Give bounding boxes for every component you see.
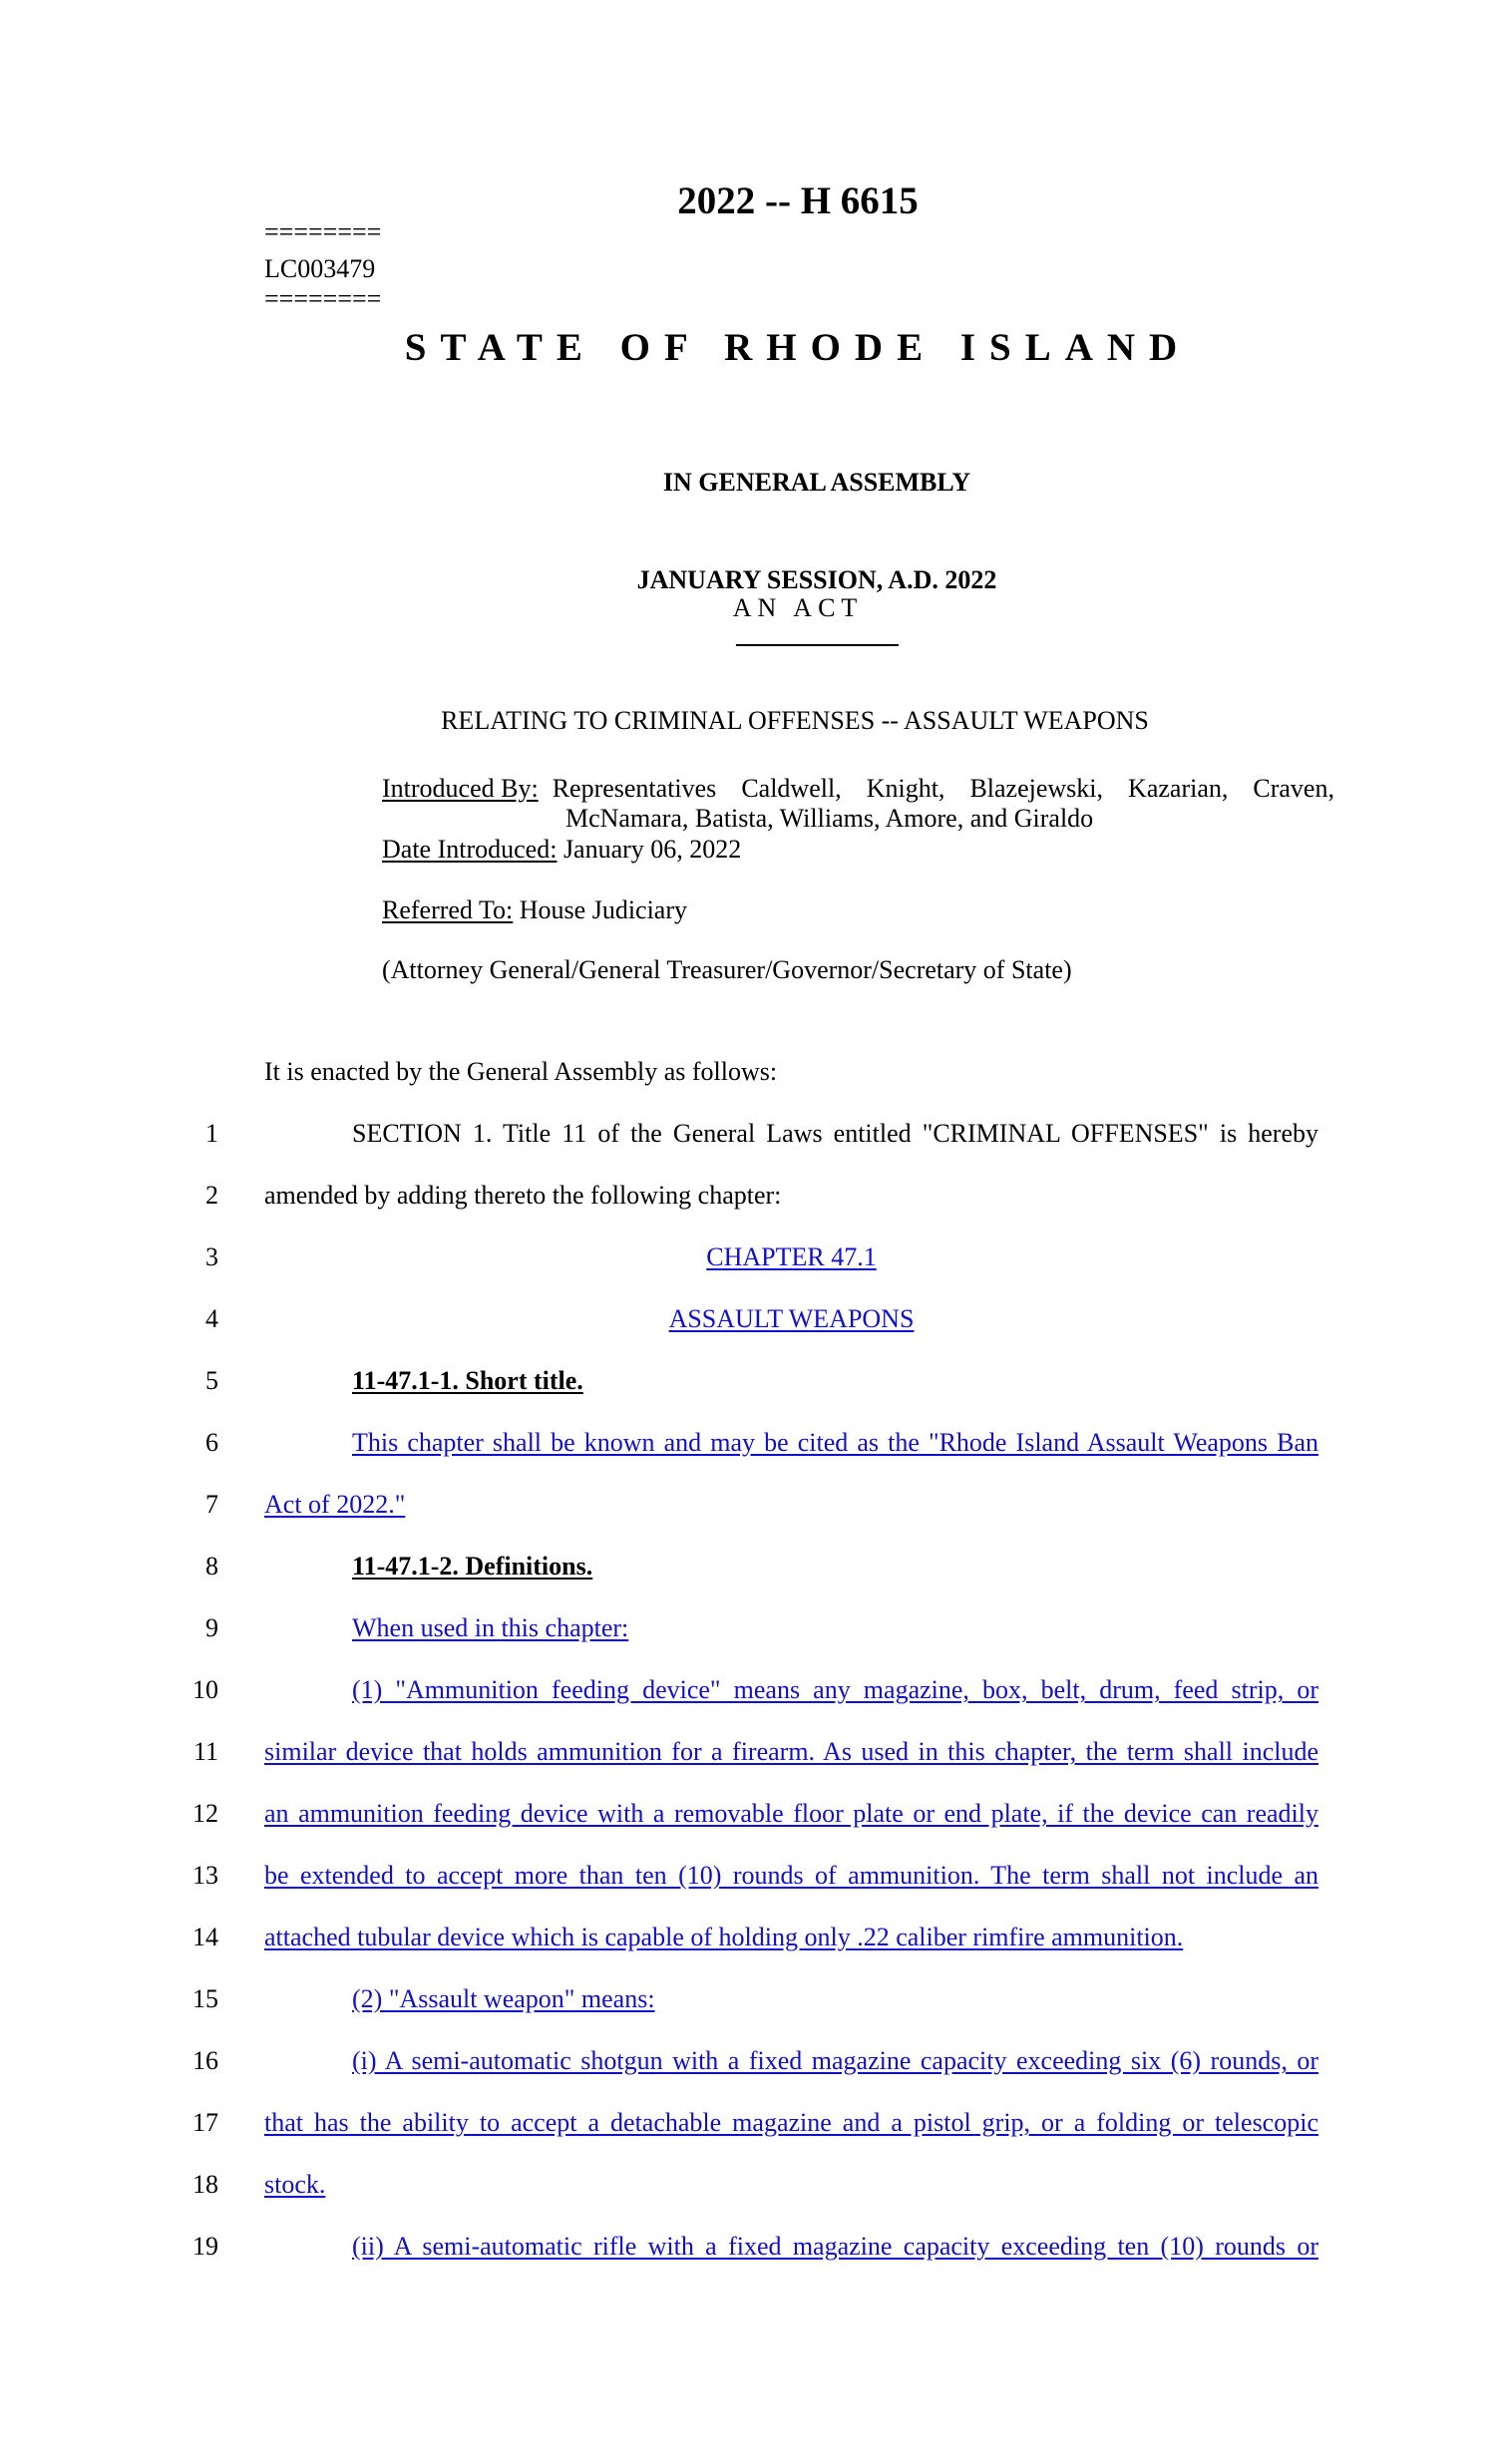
bill-line (0, 2046, 1496, 2108)
line-number: 5 (205, 1366, 218, 1395)
line-number: 18 (192, 2170, 218, 2199)
line-number: 16 (192, 2046, 218, 2075)
bill-line (0, 1552, 1496, 1613)
line-number: 12 (192, 1799, 218, 1828)
line-text (264, 1923, 1318, 1952)
act-relating-title: RELATING TO CRIMINAL OFFENSES -- ASSAULT WEAPONS (441, 706, 1149, 735)
state-title: STATE OF RHODE ISLAND (404, 326, 1192, 369)
chapter-title-heading (264, 1304, 1318, 1334)
date-introduced-value: January 06, 2022 (562, 835, 742, 864)
line-text: amended by adding thereto the following chapter: (264, 1181, 782, 1210)
line-number: 17 (192, 2108, 218, 2137)
general-assembly-heading: IN GENERAL ASSEMBLY (662, 468, 971, 497)
line-text: SECTION 1. Title 11 of the General Laws entitled "CRIMINAL OFFENSES" is hereby (352, 1119, 1318, 1148)
line-number: 15 (192, 1984, 218, 2013)
bill-line (0, 1861, 1496, 1923)
bill-line (0, 1737, 1496, 1799)
act-heading: AN ACT (732, 593, 864, 622)
line-number: 4 (205, 1304, 218, 1333)
date-introduced-label: Date Introduced: (382, 835, 558, 864)
sponsor-word: Craven, (1253, 774, 1334, 803)
line-text: that has the ability to accept a detachable magazine and a pistol grip, or a folding or telescopic (264, 2108, 1318, 2137)
line-text: (i) A semi-automatic shotgun with a fixed magazine capacity exceeding six (6) rounds, or (352, 2046, 1318, 2075)
line-text (264, 2170, 1318, 2200)
line-number: 9 (205, 1613, 218, 1642)
bill-line (0, 1799, 1496, 1861)
sponsor-word: Representatives (552, 774, 717, 803)
section-heading-text: 11-47.1-1. Short title. (352, 1366, 583, 1395)
inserted-text: Act of 2022." (264, 1490, 406, 1519)
bill-line (0, 1181, 1496, 1242)
inserted-text: CHAPTER 47.1 (706, 1242, 877, 1271)
header-divider (736, 644, 899, 646)
line-number: 2 (205, 1181, 218, 1210)
inserted-text: stock. (264, 2170, 326, 2199)
line-number: 3 (205, 1242, 218, 1271)
referred-to-label: Referred To: (382, 895, 514, 924)
inserted-text: When used in this chapter: (352, 1613, 629, 1642)
separator-top: ======== (264, 217, 382, 246)
line-number: 14 (192, 1923, 218, 1951)
sponsor-list-line1 (553, 774, 1334, 804)
bill-line (0, 1242, 1496, 1304)
line-text (264, 1613, 1318, 1643)
lc-number: LC003479 (264, 254, 376, 283)
bill-line (0, 1119, 1496, 1181)
line-number: 13 (192, 1861, 218, 1890)
bill-line (0, 2170, 1496, 2232)
section-heading-text: 11-47.1-2. Definitions. (352, 1552, 593, 1581)
sponsor-list-line2: McNamara, Batista, Williams, Amore, and Giraldo (565, 804, 1094, 833)
enacting-clause: It is enacted by the General Assembly as follows: (264, 1057, 778, 1086)
section-heading (264, 1552, 1318, 1582)
line-number: 8 (205, 1552, 218, 1581)
referred-to-row (382, 895, 687, 925)
line-text: (ii) A semi-automatic rifle with a fixed magazine capacity exceeding ten (10) rounds or (352, 2232, 1318, 2261)
line-text: This chapter shall be known and may be cited as the "Rhode Island Assault Weapons Ban (352, 1428, 1318, 1457)
line-text: an ammunition feeding device with a removable floor plate or end plate, if the device can readily (264, 1799, 1318, 1828)
bill-line (0, 2232, 1496, 2293)
line-number: 11 (192, 1737, 218, 1766)
line-number: 1 (205, 1119, 218, 1148)
bill-line (0, 1490, 1496, 1552)
line-text (264, 1984, 1318, 2014)
bill-line (0, 1366, 1496, 1428)
session-heading: JANUARY SESSION, A.D. 2022 (636, 565, 997, 594)
bill-line (0, 1304, 1496, 1366)
bill-line (0, 1675, 1496, 1737)
sponsor-word: Caldwell, (741, 774, 842, 803)
line-text: (1) "Ammunition feeding device" means any magazine, box, belt, drum, feed strip, or (352, 1675, 1318, 1704)
section-heading (264, 1366, 1318, 1396)
referred-to-value: House Judiciary (519, 895, 688, 924)
line-text (264, 1490, 1318, 1520)
bill-line (0, 1613, 1496, 1675)
inserted-text: attached tubular device which is capable of holding only .22 caliber rimfire ammunition. (264, 1923, 1184, 1951)
sponsor-word: Kazarian, (1128, 774, 1229, 803)
inserted-text: ASSAULT WEAPONS (668, 1304, 915, 1333)
bill-line (0, 1923, 1496, 1984)
bill-line (0, 2108, 1496, 2170)
chapter-number-heading (264, 1242, 1318, 1272)
introduced-by-row (382, 774, 1334, 804)
sponsor-word: Blazejewski, (969, 774, 1104, 803)
inserted-text: (2) "Assault weapon" means: (352, 1984, 655, 2013)
line-text: similar device that holds ammunition for a firearm. As used in this chapter, the term shall include (264, 1737, 1318, 1766)
line-number: 7 (205, 1490, 218, 1519)
fiscal-note: (Attorney General/General Treasurer/Governor/Secretary of State) (382, 955, 1072, 984)
line-number: 6 (205, 1428, 218, 1457)
bill-number: 2022 -- H 6615 (677, 179, 919, 222)
line-number: 10 (192, 1675, 218, 1704)
separator-bottom: ======== (264, 284, 382, 313)
introduced-by-label: Introduced By: (382, 774, 539, 803)
line-number: 19 (192, 2232, 218, 2261)
bill-line (0, 1984, 1496, 2046)
sponsor-word: Knight, (866, 774, 945, 803)
line-text: be extended to accept more than ten (10) rounds of ammunition. The term shall not include an (264, 1861, 1318, 1890)
date-introduced-row (382, 835, 741, 865)
bill-line (0, 1428, 1496, 1490)
